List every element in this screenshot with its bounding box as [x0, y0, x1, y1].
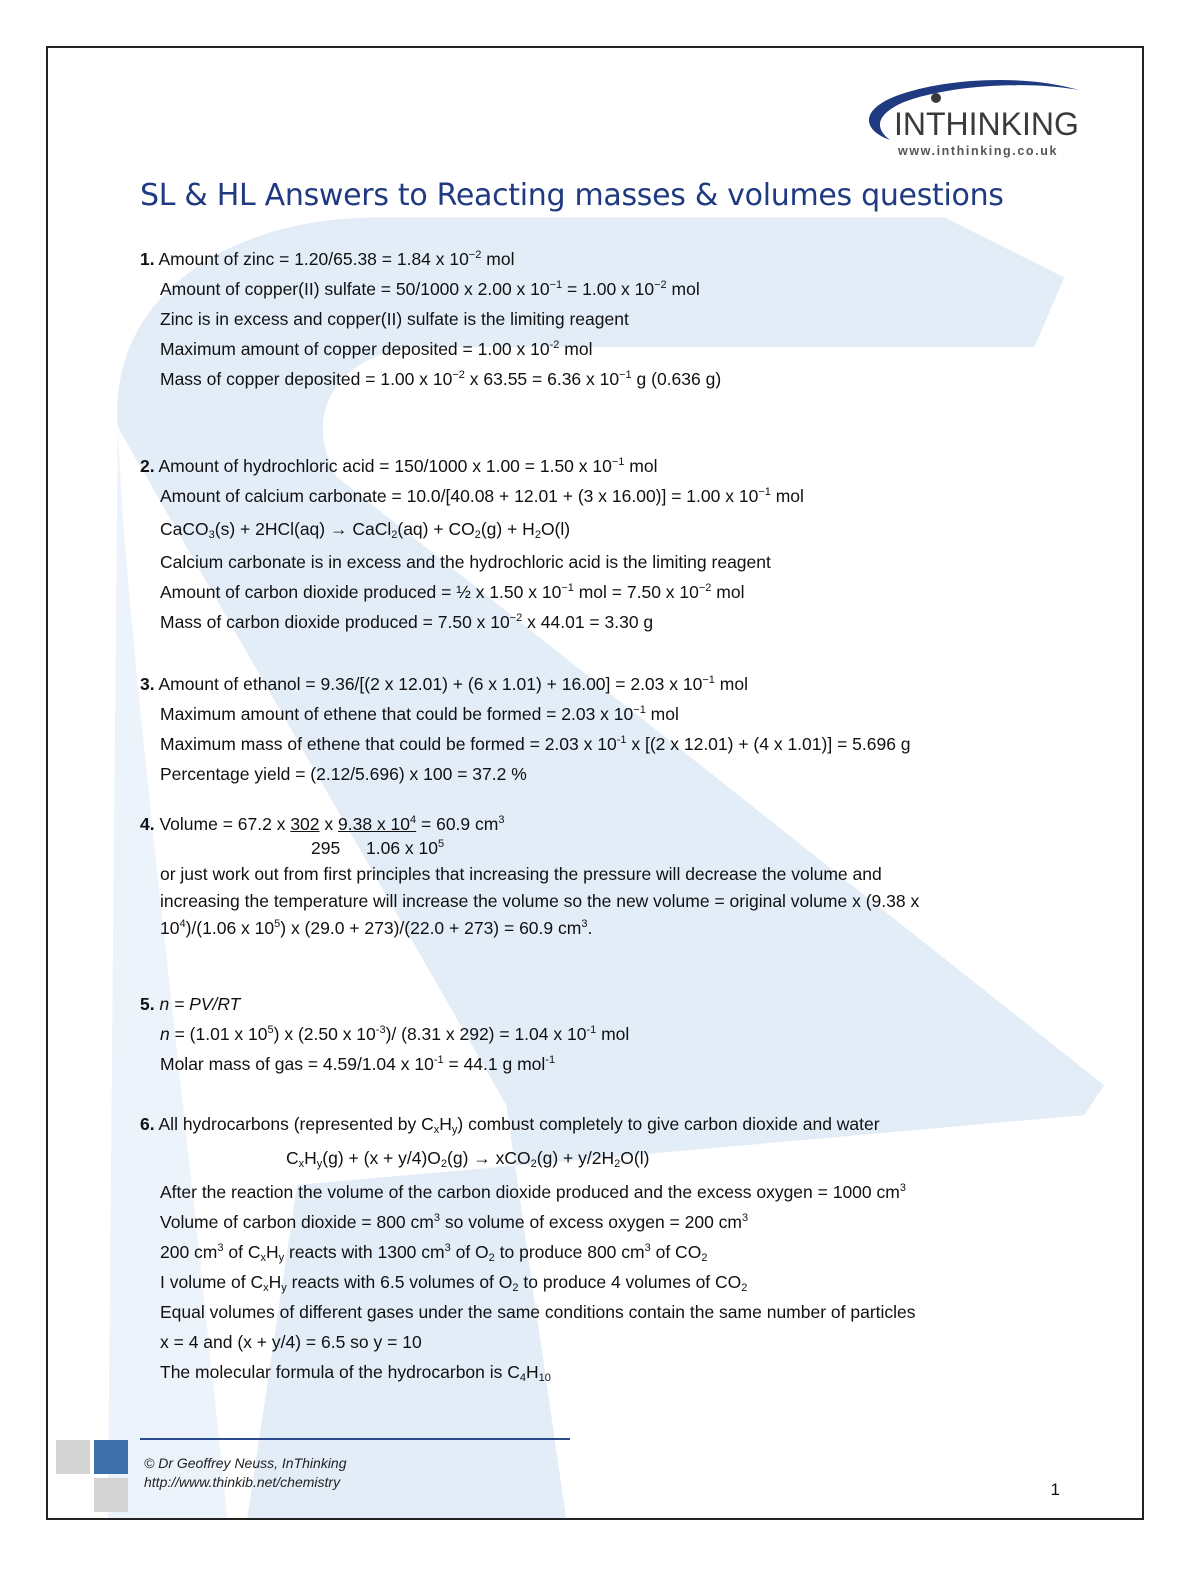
question-number: 3. [140, 674, 155, 694]
answer-line: Equal volumes of different gases under the same conditions contain the same number of particles [160, 1302, 916, 1322]
footer-url: http://www.thinkib.net/chemistry [144, 1474, 341, 1490]
answer-line: x = 4 and (x + y/4) = 6.5 so y = 10 [160, 1332, 422, 1352]
chemical-equation: CaCO$_3$(s) + 2HCl(aq) → CaCl$_2$(aq) + $CO_2(g) + H_2O(l)$ [160, 519, 571, 541]
footer-divider [140, 1438, 570, 1440]
logo-url: www.inthinking.co.uk [898, 144, 1059, 158]
question-number: 1. [140, 249, 155, 269]
answer-line: Calcium carbonate is in excess and the hydrochloric acid is the limiting reagent [160, 552, 771, 572]
question-number: 2. [140, 456, 155, 476]
answer-3: 3. Amount of ethanol = 9.36/[(2 x 12.01) + (6 x 1.01) + 16.00] = 2.03 x $10^{-1}$ mol Maximum amount of ethene that could be formed = 2.03 x $10^{-1}$ mol Maximum mass of ethene that could be formed = 2.03 x $10^{-1}$ x [(2 x 12.01) + (4 x 1.01)] = 5.696 g Percentage yield = (2.12/5.696) x 100 = 37.2 % [140, 669, 1100, 789]
question-number: 4. [140, 814, 155, 834]
answer-6: 6. All hydrocarbons (represented by $C_xH_y$) combust completely to give carbon dioxide and water $C_xH_y(g) + (x + y/4)O_2(g) \to xCO_2(g) + y/2H_2O(l)$ After the reaction the volume of the carbon dioxide produced and the excess oxygen = 1000 $cm^3$ Volume of carbon dioxide = 800 $cm^3$ so volume of excess oxygen = 200 $cm^3$ 200 $cm^3$ of $C_xH_y$ reacts with 1300 $cm^3$ of $O_2$ to produce 800 $cm^3$ of $CO_2$ I volume of $C_xH_y$ reacts with 6.5 volumes of $O_2$ to produce 4 volumes of $CO_2$ Equal volumes of different gases under the same conditions contain the same number of particles x = 4 and (x + y/4) = 6.5 so y = 10 The molecular formula of the hydrocarbon is $C_4H_{10}$ [140, 1109, 1100, 1387]
answer-4: 4. Volume = 67.2 x 302 x 9.38 x $10^4 = 60.9$ $cm^3$ 295 1.06 x $10^5$ or just work out from first principles that increasing the pressure will decrease the volume and increasing the temperature will increase the volume so the new volume = original volume x (9.38 x $10^4)/(1.06$ x $10^5$) x (29.0 + 273)/(22.0 + 273) = 60.9 $cm^3$. [140, 809, 1100, 942]
copyright: © Dr Geoffrey Neuss, InThinking [144, 1455, 347, 1471]
answer-5: 5. n = PV/RT n = (1.01 x $10^5$) x (2.50 x $10^{-3})/$ (8.31 x 292) = 1.04 x $10^{-1}$ mol Molar mass of gas = 4.59/1.04 x $10^{-1} = 44.1$ g mol$^{-1}$ [140, 994, 630, 1074]
page [46, 46, 1144, 1520]
answer-paragraph: or just work out from first principles that increasing the pressure will decrease the volume and increasing the temperature will increase the volume so the new volume = original volume x (9.38 x $10^4)/(1.06$ x $10^5$) x (29.0 + 273)/(22.0 + 273) = 60.9 $cm^3$. [160, 864, 920, 938]
question-number: 5. [140, 994, 155, 1014]
footer-credits [144, 1454, 347, 1492]
inthinking-logo [854, 66, 1084, 162]
footer-square [94, 1478, 128, 1512]
answer-line: Percentage yield = (2.12/5.696) x 100 = 37.2 % [160, 764, 527, 784]
page-number: 1 [1050, 1480, 1060, 1499]
fraction-denominators: 295 1.06 x $10^5$ [311, 838, 445, 858]
footer-square [94, 1440, 128, 1474]
answer-1: 1. Amount of zinc = 1.20/65.38 = 1.84 x $10^{-2}$ mol Amount of copper(II) sulfate = 50/1000 x 2.00 x $10^{-1} = 1.00$ x $10^{-2}$ mol Zinc is in excess and copper(II) sulfate is the limiting reagent Maximum amount of copper deposited = 1.00 x $10^{-2}$ mol Mass of copper deposited = 1.00 x $10^{-2}$ x 63.55 = 6.36 x $10^{-1}$ g (0.636 g) [140, 244, 1100, 394]
logo-wordmark: INTHINKING [894, 106, 1079, 142]
footer-square [56, 1440, 90, 1474]
chemical-equation: $C_xH_y(g) + (x + y/4)O_2(g) \to xCO_2(g) + y/2H_2O(l)$ [286, 1148, 650, 1170]
answer-line: Zinc is in excess and copper(II) sulfate is the limiting reagent [160, 309, 629, 329]
page-title: SL & HL Answers to Reacting masses & volumes questions [140, 178, 1004, 213]
answer-2: 2. Amount of hydrochloric acid = 150/1000 x 1.00 = 1.50 x $10^{-1}$ mol Amount of calcium carbonate = 10.0/[40.08 + 12.01 + (3 x 16.00)] = 1.00 x $10^{-1}$ mol CaCO$_3$(s) + 2HCl(aq) → CaCl$_2$(aq) + $CO_2(g) + H_2O(l)$ Calcium carbonate is in excess and the hydrochloric acid is the limiting reagent Amount of carbon dioxide produced = ½ x 1.50 x $10^{-1}$ mol = 7.50 x $10^{-2}$ mol Mass of carbon dioxide produced = 7.50 x $10^{-2}$ x 44.01 = 3.30 g [140, 451, 1100, 637]
question-number: 6. [140, 1114, 155, 1134]
